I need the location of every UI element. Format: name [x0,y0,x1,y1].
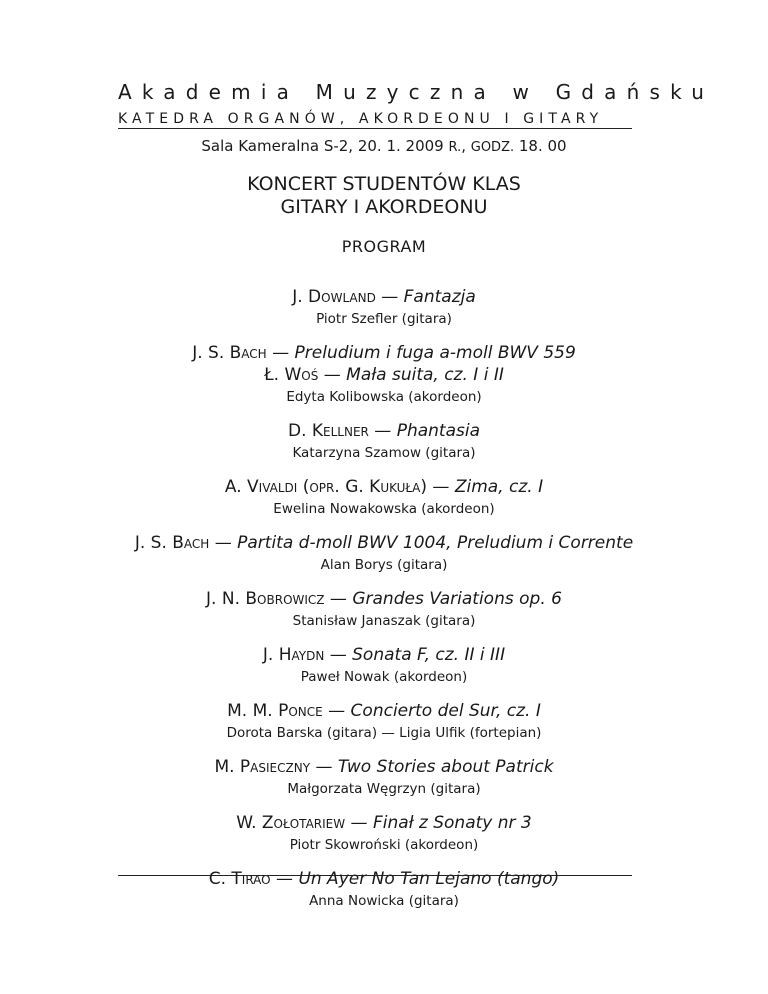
piece-title: Zima, cz. I [454,477,544,497]
performer: Stanisław Janaszak (gitara) [292,613,476,629]
program-heading: PROGRAM [341,237,427,256]
program-work [0,420,768,442]
program-item [0,532,768,574]
composer-name: J. N. Bobrowicz [206,589,325,609]
program-item [0,812,768,854]
piece-title: Grandes Variations op. 6 [352,589,562,609]
program-item [0,476,768,518]
em-dash: — [310,757,338,777]
concert-title [0,173,768,219]
composer-name: J. Haydn [262,645,325,665]
em-dash: — [368,421,397,441]
composer-name: J. S. Bach [134,533,210,553]
program-work [0,868,768,890]
venue-line [0,137,768,155]
composer-name: M. Pasieczny [214,757,311,777]
em-dash: — [318,365,347,385]
program-list [0,286,768,924]
program-work [0,342,768,364]
composer-name: D. Kellner [287,421,369,441]
venue-place-date: Sala Kameralna S-2, 20. 1. 2009 [201,137,449,155]
program-item [0,644,768,686]
composer-name: J. Dowland [292,287,376,307]
program-item [0,756,768,798]
performer: Piotr Skowroński (akordeon) [289,837,479,853]
piece-title: Sonata F, cz. II i III [352,645,506,665]
program-item [0,700,768,742]
program-work [0,756,768,778]
composer-name: W. Zołotariew [236,813,346,833]
performer: Dorota Barska (gitara) — Ligia Ulfik (fortepian) [226,725,542,741]
piece-title: Partita d-moll BWV 1004, Preludium i Corrente [237,533,634,553]
program-item [0,342,768,406]
program-work [0,644,768,666]
performer: Piotr Szefler (gitara) [316,311,452,327]
program-work [0,476,768,498]
piece-title: Two Stories about Patrick [337,757,554,777]
em-dash: — [266,343,295,363]
em-dash: — [270,869,299,889]
em-dash: — [345,813,373,833]
program-item [0,420,768,462]
piece-title: Concierto del Sur, cz. I [350,701,541,721]
piece-title: Un Ayer No Tan Lejano (tango) [298,869,560,889]
composer-name: A. Vivaldi (opr. G. Kukuła) [224,477,428,497]
title-line-2: GITARY I AKORDEONU [280,196,488,218]
em-dash: — [324,589,353,609]
em-dash: — [322,701,351,721]
piece-title: Finał z Sonaty nr 3 [372,813,532,833]
top-divider [118,128,632,129]
venue-godz: GODZ. [470,140,515,155]
program-work [0,364,768,386]
program-work [0,286,768,308]
venue-separator: , [461,137,471,155]
em-dash: — [375,287,404,307]
program-work [0,588,768,610]
performer: Małgorzata Węgrzyn (gitara) [287,781,481,797]
piece-title: Fantazja [403,287,476,307]
performer: Alan Borys (gitara) [320,557,448,573]
em-dash: — [427,477,455,497]
performer: Ewelina Nowakowska (akordeon) [273,501,495,517]
performer: Katarzyna Szamow (gitara) [292,445,476,461]
em-dash: — [209,533,238,553]
program-item [0,588,768,630]
program-work [0,812,768,834]
piece-title: Phantasia [396,421,481,441]
composer-name: M. M. Ponce [227,701,323,721]
performer: Anna Nowicka (gitara) [309,893,459,909]
title-line-1: KONCERT STUDENTÓW KLAS [247,173,521,195]
composer-name: J. S. Bach [192,343,267,363]
program-work [0,532,768,554]
academy-name: Akademia Muzyczna w Gdańsku [118,80,715,104]
program-item [0,286,768,328]
header [118,80,715,128]
piece-title: Mała suita, cz. I i II [346,365,504,385]
composer-name: C. Tirao [208,869,271,889]
performer: Edyta Kolibowska (akordeon) [286,389,482,405]
composer-name: Ł. Woś [264,365,319,385]
venue-time: 18. 00 [514,137,567,155]
program-work [0,700,768,722]
venue-r: R. [448,140,462,155]
piece-title: Preludium i fuga a-moll BWV 559 [294,343,576,363]
bottom-divider [118,875,632,876]
department-name: KATEDRA ORGANÓW, AKORDEONU I GITARY [118,111,604,127]
em-dash: — [324,645,353,665]
performer: Paweł Nowak (akordeon) [300,669,468,685]
